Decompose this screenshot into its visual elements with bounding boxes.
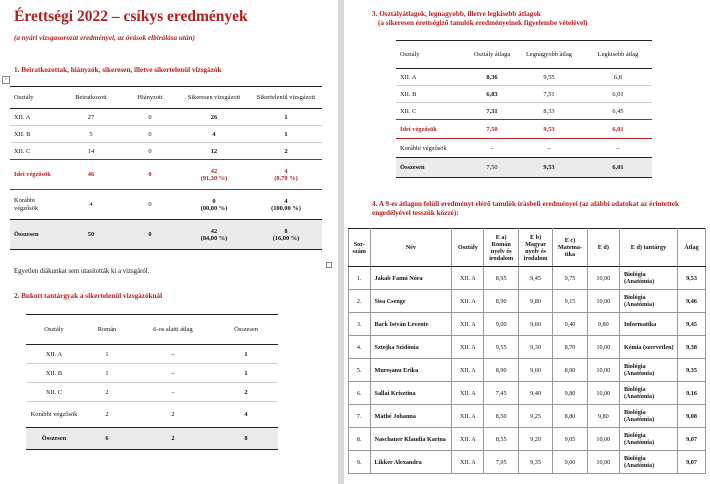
table-cell: 2 bbox=[284, 147, 288, 155]
column-header: E d) tantárgy bbox=[619, 229, 677, 267]
table-cell: (91,30 %) bbox=[200, 174, 228, 182]
table-cell: 5 bbox=[60, 126, 122, 143]
table-cell: 10,00 bbox=[587, 428, 619, 451]
table-top-students bbox=[348, 228, 706, 474]
table-resize-handle[interactable] bbox=[326, 262, 332, 268]
table-cell: 0 bbox=[122, 160, 178, 190]
table-cell: 9,75 bbox=[553, 267, 587, 290]
table-cell: XII. B bbox=[10, 126, 60, 143]
table-cell: 9,46 bbox=[678, 290, 706, 313]
table-cell: 12 bbox=[210, 147, 218, 155]
column-header: Átlag bbox=[678, 229, 706, 267]
table-cell: 1 bbox=[214, 364, 278, 383]
column-header: E b) Magyar nyelv és irodalom bbox=[518, 229, 552, 267]
table-cell: 1 bbox=[250, 109, 322, 126]
table-row bbox=[349, 451, 706, 474]
table-cell: 9,00 bbox=[553, 451, 587, 474]
table-cell: 9,07 bbox=[678, 428, 706, 451]
table-cell: 1. bbox=[349, 267, 371, 290]
table-cell: – bbox=[132, 345, 214, 364]
column-header: Osztály bbox=[44, 326, 64, 333]
table-enrollment bbox=[10, 86, 322, 250]
table-cell: 7,95 bbox=[484, 451, 518, 474]
table-cell: 8,95 bbox=[484, 267, 518, 290]
table-cell: 8,90 bbox=[553, 359, 587, 382]
table-cell: 6. bbox=[349, 382, 371, 405]
table-cell: 2 bbox=[82, 383, 132, 402]
table-cell: 9,40 bbox=[553, 313, 587, 336]
table-cell: XII. B bbox=[26, 364, 82, 383]
table-cell: 9,45 bbox=[518, 267, 552, 290]
table-row-korabbi bbox=[10, 190, 322, 220]
table-cell: – bbox=[132, 364, 214, 383]
table-cell: 0 bbox=[212, 197, 216, 205]
table-cell: 6,01 bbox=[584, 120, 652, 139]
table-cell: 8. bbox=[349, 428, 371, 451]
table-cell: 42 bbox=[210, 227, 218, 235]
table-cell: XII. A bbox=[396, 69, 470, 86]
table-cell: Mureșanu Erika bbox=[370, 359, 452, 382]
table-header-row bbox=[396, 41, 652, 69]
table-cell: 2 bbox=[105, 411, 109, 418]
column-header: Osztály bbox=[14, 94, 34, 101]
column-header: Osztály bbox=[452, 229, 484, 267]
table-cell: 0 bbox=[122, 190, 178, 220]
table-row bbox=[10, 143, 322, 160]
column-header: Sor-szám bbox=[349, 229, 371, 267]
table-cell: XII. A bbox=[452, 290, 484, 313]
table-cell: Korábbi végzősök bbox=[10, 190, 60, 220]
table-cell: 0 bbox=[122, 126, 178, 143]
table-cell: 8,90 bbox=[484, 359, 518, 382]
column-header: E a) Román nyelv és irodalom bbox=[484, 229, 518, 267]
section-1-heading: 1. Beiratkozottak, hiányzók, sikeresen, illetve sikertelenül vizsgázók bbox=[14, 66, 222, 74]
table-cell: 6,8 bbox=[584, 69, 652, 86]
table-cell: XII. A bbox=[452, 267, 484, 290]
table-cell: 9,00 bbox=[484, 313, 518, 336]
column-header: Legkisebb átlag bbox=[597, 51, 639, 58]
table-row-korabbi bbox=[396, 139, 652, 158]
table-cell: Sisa Csenge bbox=[370, 290, 452, 313]
table-cell: (84,00 %) bbox=[200, 234, 228, 242]
table-cell: 1 bbox=[214, 345, 278, 364]
table-cell: Idei végzősök bbox=[396, 120, 470, 139]
table-cell: 46 bbox=[60, 160, 122, 190]
table-cell: 4 bbox=[284, 197, 288, 205]
table-cell: Kémia (szervetlen) bbox=[619, 336, 677, 359]
table-cell: (16,00 %) bbox=[272, 234, 300, 242]
table-cell: 8,33 bbox=[543, 107, 555, 115]
table-cell: 9,80 bbox=[587, 405, 619, 428]
table-cell: Korábbi végzősök bbox=[30, 410, 78, 418]
table-cell: 9,45 bbox=[678, 313, 706, 336]
column-header: Sikertelenül vizsgázott bbox=[256, 94, 316, 101]
table-cell: 2 bbox=[132, 428, 214, 450]
table-cell: 10,00 bbox=[587, 336, 619, 359]
table-cell: 9,53 bbox=[514, 120, 584, 139]
table-header-row bbox=[10, 87, 322, 109]
table-cell: 2. bbox=[349, 290, 371, 313]
table-cell: (100,00 %) bbox=[271, 204, 301, 212]
table-row bbox=[396, 103, 652, 120]
column-header: Osztály bbox=[400, 51, 420, 58]
table-cell: XII. A bbox=[26, 345, 82, 364]
table-row bbox=[26, 402, 278, 428]
table-cell: 5. bbox=[349, 359, 371, 382]
table-cell: 1 bbox=[250, 126, 322, 143]
table-cell: Biológia (Anatómia) bbox=[619, 382, 677, 405]
table-cell: 9,16 bbox=[678, 382, 706, 405]
table-cell: 9,80 bbox=[518, 290, 552, 313]
table-cell: (00,00 %) bbox=[200, 204, 228, 212]
table-cell: Idei végzősök bbox=[10, 160, 60, 190]
table-cell: 4 bbox=[244, 411, 248, 418]
column-header: Román bbox=[97, 326, 117, 333]
table-cell: 50 bbox=[60, 220, 122, 250]
table-cell: 42 bbox=[210, 167, 218, 175]
table-averages bbox=[396, 40, 652, 178]
table-cell: 3. bbox=[349, 313, 371, 336]
table-cell: 7,51 bbox=[514, 86, 584, 103]
table-row bbox=[26, 345, 278, 364]
table-cell: 8,50 bbox=[484, 405, 518, 428]
table-row bbox=[26, 383, 278, 402]
table-cell: (8,70 %) bbox=[274, 174, 298, 182]
table-cell: 6,45 bbox=[612, 107, 624, 115]
table-header-row bbox=[26, 315, 278, 345]
table-cell: 7,50 bbox=[470, 158, 514, 178]
table-row bbox=[349, 359, 706, 382]
table-row bbox=[26, 364, 278, 383]
table-row-osszesen bbox=[396, 158, 652, 178]
table-cell: XII. C bbox=[14, 147, 31, 155]
table-cell: 26 bbox=[178, 109, 250, 126]
table-cell: 4 bbox=[178, 126, 250, 143]
table-cell: 10,00 bbox=[587, 267, 619, 290]
table-cell: XII. C bbox=[26, 383, 82, 402]
table-row bbox=[10, 109, 322, 126]
table-cell: 7. bbox=[349, 405, 371, 428]
table-cell: – bbox=[584, 139, 652, 158]
table-row bbox=[349, 267, 706, 290]
table-cell: 9,35 bbox=[678, 359, 706, 382]
table-cell: 9,60 bbox=[518, 359, 552, 382]
table-cell: 8,80 bbox=[553, 405, 587, 428]
table-cell: 6 bbox=[82, 428, 132, 450]
table-cell: 10,00 bbox=[587, 451, 619, 474]
table-cell: XII. A bbox=[452, 451, 484, 474]
table-cell: – bbox=[514, 139, 584, 158]
table-cell: XII. A bbox=[452, 359, 484, 382]
section-3-heading: 3. Osztályátlagok, legnagyobb, illetve legkisebb átlagok bbox=[372, 10, 541, 18]
table-cell: 4. bbox=[349, 336, 371, 359]
table-cell: 9,20 bbox=[518, 428, 552, 451]
table-cell: XII. A bbox=[452, 313, 484, 336]
document-title: Érettségi 2022 – csíkys eredmények bbox=[14, 8, 248, 25]
table-cell: XII. A bbox=[452, 405, 484, 428]
table-cell: 6,01 bbox=[584, 158, 652, 178]
column-header: Beiratkozott bbox=[75, 94, 107, 101]
table-cell: 9,80 bbox=[553, 382, 587, 405]
table-cell: XII. A bbox=[452, 382, 484, 405]
table-cell: 6,83 bbox=[470, 86, 514, 103]
table-cell: Naschauer Klaudia Karina bbox=[370, 428, 452, 451]
table-cell: 9,35 bbox=[518, 451, 552, 474]
table-cell: Sallai Krisztina bbox=[370, 382, 452, 405]
table-cell: 0 bbox=[122, 220, 178, 250]
table-cell: 9,05 bbox=[553, 428, 587, 451]
table-cell: 9,30 bbox=[518, 336, 552, 359]
table-cell: 8,36 bbox=[470, 69, 514, 86]
table-cell: – bbox=[132, 383, 214, 402]
column-header: Osztály átlaga bbox=[473, 51, 511, 58]
table-cell: XII. A bbox=[452, 336, 484, 359]
table-cell: Back István Levente bbox=[370, 313, 452, 336]
table-cell: 9,53 bbox=[678, 267, 706, 290]
table-cell: 9,08 bbox=[678, 405, 706, 428]
table-row-idei bbox=[396, 120, 652, 139]
table-cell: 8 bbox=[214, 428, 278, 450]
table-cell: Biológia (Anatómia) bbox=[619, 267, 677, 290]
column-header: Összesen bbox=[234, 326, 258, 333]
table-cell: 8 bbox=[284, 227, 288, 235]
table-cell: 9,55 bbox=[514, 69, 584, 86]
table-cell: Sztojka Szidónia bbox=[370, 336, 452, 359]
table-cell: Biológia (Anatómia) bbox=[619, 451, 677, 474]
table-cell: 9,38 bbox=[678, 336, 706, 359]
table-cell: Biológia (Anatómia) bbox=[619, 405, 677, 428]
table-row bbox=[10, 126, 322, 143]
table-row bbox=[349, 336, 706, 359]
table-cell: XII. B bbox=[396, 86, 470, 103]
table-cell: 8,55 bbox=[484, 428, 518, 451]
table-cell: 8,70 bbox=[553, 336, 587, 359]
table-cell: 14 bbox=[87, 147, 95, 155]
table-failed-subjects bbox=[26, 314, 278, 450]
document-subtitle: (a nyári vizsgasorozat eredményei, az óvások elbírálása után) bbox=[14, 34, 195, 42]
table-cell: XII. A bbox=[452, 428, 484, 451]
table-cell: 10,00 bbox=[587, 359, 619, 382]
table-cell: 9,60 bbox=[518, 313, 552, 336]
table-cell: XII. A bbox=[10, 109, 60, 126]
table-row bbox=[349, 405, 706, 428]
table-cell: 9,55 bbox=[484, 336, 518, 359]
column-header: Legnagyobb átlag bbox=[526, 51, 572, 58]
table-row bbox=[349, 428, 706, 451]
table-row-idei bbox=[10, 160, 322, 190]
section-4-heading: 4. A 9-es átlagon felüli eredményt elérő tanulók írásbeli eredményei (az alábbi adatokat az érintettek engedélyével tesszük közzé): bbox=[372, 200, 679, 217]
table-cell: Máthé Johanna bbox=[370, 405, 452, 428]
table-cell: 1 bbox=[82, 345, 132, 364]
table-row bbox=[396, 69, 652, 86]
table-cell: 10,00 bbox=[587, 382, 619, 405]
table-cell: 27 bbox=[60, 109, 122, 126]
table-cell: 7,45 bbox=[484, 382, 518, 405]
table-row-osszesen bbox=[10, 220, 322, 250]
table-cell: 9. bbox=[349, 451, 371, 474]
table-row bbox=[349, 290, 706, 313]
document-page-right bbox=[344, 0, 710, 484]
table-cell: Likker Alexandra bbox=[370, 451, 452, 474]
table-cell: 0 bbox=[122, 109, 178, 126]
table-cell: 8,90 bbox=[484, 290, 518, 313]
section-2-heading: 2. Bukott tantárgyak a sikertelenül vizsgázóknál bbox=[14, 292, 163, 300]
table-cell: Összesen bbox=[26, 428, 82, 450]
table-cell: XII. C bbox=[400, 107, 417, 115]
column-header: Név bbox=[370, 229, 452, 267]
table-cell: – bbox=[470, 139, 514, 158]
table-cell: 9,53 bbox=[514, 158, 584, 178]
table-cell: 2 bbox=[214, 383, 278, 402]
table-cell: 9,40 bbox=[518, 382, 552, 405]
table-cell: Biológia (Anatómia) bbox=[619, 428, 677, 451]
column-header: 6-os alatti átlag bbox=[153, 326, 193, 333]
table-cell: Jakab Fanni Nóra bbox=[370, 267, 452, 290]
table-row-osszesen bbox=[26, 428, 278, 450]
column-header: E d) bbox=[587, 229, 619, 267]
table-row bbox=[349, 382, 706, 405]
table-cell: 6,01 bbox=[584, 86, 652, 103]
table-cell: 9,07 bbox=[678, 451, 706, 474]
table-cell: 1 bbox=[82, 364, 132, 383]
column-header: Hiányzott bbox=[137, 94, 163, 101]
table-cell: Összesen bbox=[10, 220, 60, 250]
section-1-note: Egyetlen diákunkat sem utasították ki a vizsgáról. bbox=[14, 268, 150, 275]
table-cell: 4 bbox=[284, 167, 288, 175]
table-cell: 4 bbox=[60, 190, 122, 220]
table-cell: Informatika bbox=[619, 313, 677, 336]
table-cell: 2 bbox=[171, 411, 175, 418]
table-row bbox=[349, 313, 706, 336]
table-cell: Korábbi végzősök bbox=[396, 139, 470, 158]
table-row bbox=[396, 86, 652, 103]
section-3-subheading: (a sikeresen érettségiző tanulók eredményeinek figyelembe vételével) bbox=[378, 19, 588, 27]
column-header: E c) Matema-tika bbox=[553, 229, 587, 267]
document-page-left bbox=[0, 0, 338, 484]
table-cell: 9,15 bbox=[553, 290, 587, 313]
table-cell: 7,50 bbox=[470, 120, 514, 139]
table-cell: 9,80 bbox=[587, 313, 619, 336]
table-cell: Összesen bbox=[396, 158, 470, 178]
table-cell: 7,31 bbox=[486, 107, 498, 115]
column-header: Sikeresen vizsgázott bbox=[187, 94, 241, 101]
table-cell: Biológia (Anatómia) bbox=[619, 359, 677, 382]
table-cell: Biológia (Anatómia) bbox=[619, 290, 677, 313]
table-cell: 0 bbox=[148, 147, 152, 155]
table-cell: 10,00 bbox=[587, 290, 619, 313]
table-header-row bbox=[349, 229, 706, 267]
table-move-handle-icon[interactable]: + bbox=[2, 76, 10, 84]
table-cell: 9,25 bbox=[518, 405, 552, 428]
